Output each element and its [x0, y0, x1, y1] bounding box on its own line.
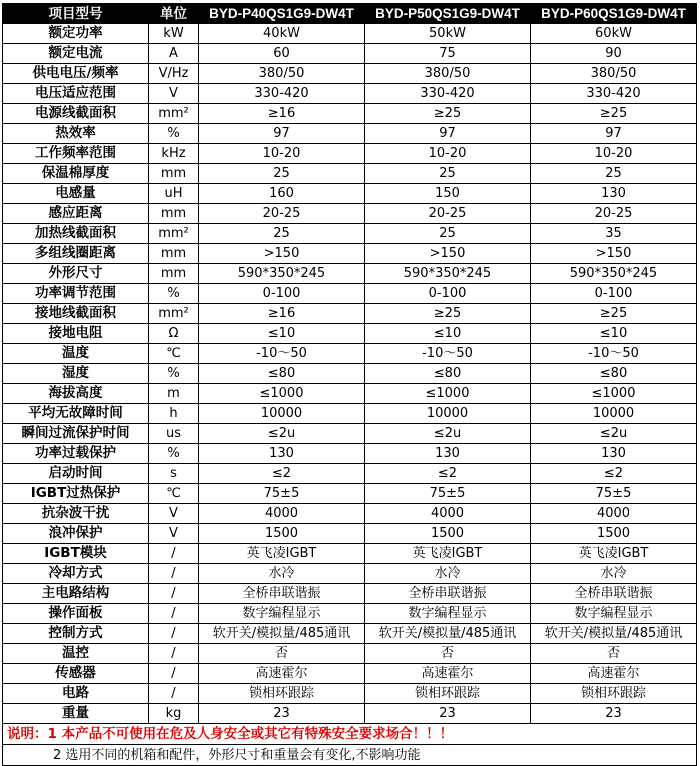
value-cell-p40: ≤1000	[199, 384, 365, 404]
value-cell-p60: >150	[531, 244, 697, 264]
value-cell-p60: 水冷	[531, 564, 697, 584]
value-cell-p40: 380/50	[199, 64, 365, 84]
value-cell-p50: 150	[365, 184, 531, 204]
unit-cell: kW	[149, 24, 199, 44]
unit-cell: ℃	[149, 484, 199, 504]
table-header-row	[3, 4, 697, 24]
unit-cell: ℃	[149, 344, 199, 364]
value-cell-p60: ≤80	[531, 364, 697, 384]
spec-name-cell: 抗杂波干扰	[3, 504, 149, 524]
value-cell-p60: ≤10	[531, 324, 697, 344]
value-cell-p50: 330-420	[365, 84, 531, 104]
spec-name-cell: 电感量	[3, 184, 149, 204]
spec-name-cell: 额定电流	[3, 44, 149, 64]
unit-cell: kHz	[149, 144, 199, 164]
value-cell-p40: 0-100	[199, 284, 365, 304]
value-cell-p40: 4000	[199, 504, 365, 524]
unit-cell: /	[149, 544, 199, 564]
header-item: 项目型号	[3, 4, 149, 24]
table-row	[3, 624, 697, 644]
value-cell-p60: 75±5	[531, 484, 697, 504]
value-cell-p40: 全桥串联谐振	[199, 584, 365, 604]
value-cell-p40: ≤80	[199, 364, 365, 384]
spec-name-cell: 接地线截面积	[3, 304, 149, 324]
table-row	[3, 484, 697, 504]
table-row	[3, 284, 697, 304]
value-cell-p40: 590*350*245	[199, 264, 365, 284]
note-row-warning	[3, 724, 697, 745]
unit-cell: mm²	[149, 224, 199, 244]
value-cell-p40: >150	[199, 244, 365, 264]
value-cell-p50: 75	[365, 44, 531, 64]
value-cell-p50: ≤10	[365, 324, 531, 344]
spec-name-cell: 额定功率	[3, 24, 149, 44]
spec-table	[2, 3, 697, 766]
value-cell-p40: 25	[199, 164, 365, 184]
unit-cell: %	[149, 124, 199, 144]
spec-name-cell: 温控	[3, 644, 149, 664]
unit-cell: kg	[149, 704, 199, 724]
value-cell-p50: 590*350*245	[365, 264, 531, 284]
table-row	[3, 304, 697, 324]
value-cell-p50: 10-20	[365, 144, 531, 164]
unit-cell: /	[149, 624, 199, 644]
spec-name-cell: 温度	[3, 344, 149, 364]
unit-cell: uH	[149, 184, 199, 204]
table-row	[3, 404, 697, 424]
value-cell-p50: ≥25	[365, 104, 531, 124]
spec-name-cell: 加热线截面积	[3, 224, 149, 244]
value-cell-p40: 40kW	[199, 24, 365, 44]
table-row	[3, 504, 697, 524]
unit-cell: /	[149, 644, 199, 664]
spec-name-cell: 瞬间过流保护时间	[3, 424, 149, 444]
table-row	[3, 524, 697, 544]
value-cell-p50: ≤2	[365, 464, 531, 484]
unit-cell: Ω	[149, 324, 199, 344]
value-cell-p60: 全桥串联谐振	[531, 584, 697, 604]
spec-table-notes	[3, 724, 697, 766]
value-cell-p50: 锁相环跟踪	[365, 684, 531, 704]
value-cell-p60: 330-420	[531, 84, 697, 104]
value-cell-p50: 20-25	[365, 204, 531, 224]
spec-name-cell: 电源线截面积	[3, 104, 149, 124]
table-row	[3, 164, 697, 184]
table-row	[3, 564, 697, 584]
table-row	[3, 224, 697, 244]
value-cell-p50: 23	[365, 704, 531, 724]
unit-cell: V	[149, 84, 199, 104]
value-cell-p60: 锁相环跟踪	[531, 684, 697, 704]
value-cell-p40: 60	[199, 44, 365, 64]
value-cell-p50: 高速霍尔	[365, 664, 531, 684]
config-note: 2 选用不同的机箱和配件，外形尺寸和重量会有变化,不影响功能	[53, 747, 421, 763]
unit-cell: %	[149, 364, 199, 384]
table-row	[3, 444, 697, 464]
value-cell-p60: 60kW	[531, 24, 697, 44]
spec-name-cell: 浪冲保护	[3, 524, 149, 544]
value-cell-p40: 75±5	[199, 484, 365, 504]
spec-name-cell: 功率过载保护	[3, 444, 149, 464]
spec-name-cell: 保温棉厚度	[3, 164, 149, 184]
value-cell-p40: ≤10	[199, 324, 365, 344]
table-row	[3, 124, 697, 144]
value-cell-p50: 25	[365, 224, 531, 244]
table-row	[3, 324, 697, 344]
unit-cell: mm	[149, 204, 199, 224]
value-cell-p50: 10000	[365, 404, 531, 424]
value-cell-p50: 水冷	[365, 564, 531, 584]
value-cell-p60: 130	[531, 444, 697, 464]
value-cell-p40: 软开关/模拟量/485通讯	[199, 624, 365, 644]
spec-name-cell: 热效率	[3, 124, 149, 144]
table-row	[3, 464, 697, 484]
value-cell-p40: 10000	[199, 404, 365, 424]
value-cell-p40: 23	[199, 704, 365, 724]
value-cell-p60: 0-100	[531, 284, 697, 304]
value-cell-p60: 380/50	[531, 64, 697, 84]
value-cell-p60: ≤2u	[531, 424, 697, 444]
value-cell-p60: ≤2	[531, 464, 697, 484]
value-cell-p50: 软开关/模拟量/485通讯	[365, 624, 531, 644]
unit-cell: mm²	[149, 104, 199, 124]
table-row	[3, 244, 697, 264]
spec-name-cell: 传感器	[3, 664, 149, 684]
unit-cell: h	[149, 404, 199, 424]
value-cell-p40: 160	[199, 184, 365, 204]
unit-cell: /	[149, 564, 199, 584]
value-cell-p50: 130	[365, 444, 531, 464]
unit-cell: m	[149, 384, 199, 404]
warning-note: 说明：1 本产品不可使用在危及人身安全或其它有特殊安全要求场合！！！	[7, 725, 454, 742]
value-cell-p40: ≤2	[199, 464, 365, 484]
spec-name-cell: 操作面板	[3, 604, 149, 624]
value-cell-p50: 4000	[365, 504, 531, 524]
table-row	[3, 64, 697, 84]
unit-cell: mm	[149, 244, 199, 264]
value-cell-p60: 1500	[531, 524, 697, 544]
value-cell-p50: 380/50	[365, 64, 531, 84]
spec-name-cell: 供电电压/频率	[3, 64, 149, 84]
value-cell-p60: 130	[531, 184, 697, 204]
table-row	[3, 204, 697, 224]
value-cell-p50: ≤1000	[365, 384, 531, 404]
table-row	[3, 584, 697, 604]
value-cell-p40: 1500	[199, 524, 365, 544]
value-cell-p60: 590*350*245	[531, 264, 697, 284]
table-row	[3, 84, 697, 104]
spec-name-cell: 电压适应范围	[3, 84, 149, 104]
unit-cell: /	[149, 684, 199, 704]
value-cell-p50: 50kW	[365, 24, 531, 44]
spec-name-cell: IGBT模块	[3, 544, 149, 564]
table-row	[3, 104, 697, 124]
value-cell-p60: ≤1000	[531, 384, 697, 404]
unit-cell: V	[149, 524, 199, 544]
value-cell-p40: 否	[199, 644, 365, 664]
value-cell-p50: ≤2u	[365, 424, 531, 444]
value-cell-p60: 23	[531, 704, 697, 724]
value-cell-p60: ≥25	[531, 304, 697, 324]
table-row	[3, 264, 697, 284]
spec-name-cell: 感应距离	[3, 204, 149, 224]
value-cell-p50: 0-100	[365, 284, 531, 304]
value-cell-p50: -10～50	[365, 344, 531, 364]
header-model-p40: BYD-P40QS1G9-DW4T	[199, 4, 365, 24]
spec-name-cell: 冷却方式	[3, 564, 149, 584]
value-cell-p50: 75±5	[365, 484, 531, 504]
value-cell-p40: 水冷	[199, 564, 365, 584]
spec-name-cell: 启动时间	[3, 464, 149, 484]
value-cell-p60: 高速霍尔	[531, 664, 697, 684]
table-row	[3, 184, 697, 204]
value-cell-p60: 97	[531, 124, 697, 144]
table-row	[3, 384, 697, 404]
spec-name-cell: 接地电阻	[3, 324, 149, 344]
value-cell-p50: >150	[365, 244, 531, 264]
spec-name-cell: 多组线圈距离	[3, 244, 149, 264]
table-row	[3, 364, 697, 384]
value-cell-p60: 英飞凌IGBT	[531, 544, 697, 564]
unit-cell: /	[149, 664, 199, 684]
value-cell-p60: 软开关/模拟量/485通讯	[531, 624, 697, 644]
unit-cell: s	[149, 464, 199, 484]
unit-cell: %	[149, 444, 199, 464]
header-model-p50: BYD-P50QS1G9-DW4T	[365, 4, 531, 24]
header-unit: 单位	[149, 4, 199, 24]
value-cell-p40: 20-25	[199, 204, 365, 224]
spec-name-cell: 平均无故障时间	[3, 404, 149, 424]
value-cell-p40: 英飞凌IGBT	[199, 544, 365, 564]
value-cell-p60: 90	[531, 44, 697, 64]
value-cell-p60: 35	[531, 224, 697, 244]
unit-cell: mm²	[149, 304, 199, 324]
table-row	[3, 44, 697, 64]
spec-name-cell: 重量	[3, 704, 149, 724]
spec-name-cell: 工作频率范围	[3, 144, 149, 164]
value-cell-p40: 高速霍尔	[199, 664, 365, 684]
value-cell-p50: 1500	[365, 524, 531, 544]
value-cell-p40: 25	[199, 224, 365, 244]
table-row	[3, 684, 697, 704]
value-cell-p60: 10000	[531, 404, 697, 424]
value-cell-p40: ≥16	[199, 104, 365, 124]
value-cell-p50: 英飞凌IGBT	[365, 544, 531, 564]
value-cell-p50: ≤80	[365, 364, 531, 384]
value-cell-p60: 10-20	[531, 144, 697, 164]
value-cell-p50: ≥25	[365, 304, 531, 324]
value-cell-p40: -10～50	[199, 344, 365, 364]
table-row	[3, 344, 697, 364]
table-row	[3, 144, 697, 164]
value-cell-p50: 数字编程显示	[365, 604, 531, 624]
table-row	[3, 544, 697, 564]
value-cell-p40: ≥16	[199, 304, 365, 324]
value-cell-p60: 数字编程显示	[531, 604, 697, 624]
spec-name-cell: 外形尺寸	[3, 264, 149, 284]
unit-cell: mm	[149, 164, 199, 184]
table-row	[3, 644, 697, 664]
spec-table-body	[3, 4, 697, 724]
spec-name-cell: 海拔高度	[3, 384, 149, 404]
unit-cell: A	[149, 44, 199, 64]
value-cell-p60: 4000	[531, 504, 697, 524]
spec-name-cell: 主电路结构	[3, 584, 149, 604]
unit-cell: /	[149, 604, 199, 624]
table-row	[3, 704, 697, 724]
value-cell-p60: 25	[531, 164, 697, 184]
unit-cell: mm	[149, 264, 199, 284]
value-cell-p50: 全桥串联谐振	[365, 584, 531, 604]
table-row	[3, 664, 697, 684]
spec-name-cell: IGBT过热保护	[3, 484, 149, 504]
unit-cell: /	[149, 584, 199, 604]
value-cell-p40: ≤2u	[199, 424, 365, 444]
table-row	[3, 24, 697, 44]
value-cell-p40: 97	[199, 124, 365, 144]
value-cell-p50: 25	[365, 164, 531, 184]
value-cell-p60: -10～50	[531, 344, 697, 364]
value-cell-p50: 97	[365, 124, 531, 144]
spec-name-cell: 湿度	[3, 364, 149, 384]
table-row	[3, 604, 697, 624]
value-cell-p40: 330-420	[199, 84, 365, 104]
spec-name-cell: 电路	[3, 684, 149, 704]
unit-cell: %	[149, 284, 199, 304]
spec-name-cell: 功率调节范围	[3, 284, 149, 304]
table-row	[3, 424, 697, 444]
unit-cell: us	[149, 424, 199, 444]
value-cell-p40: 130	[199, 444, 365, 464]
unit-cell: V	[149, 504, 199, 524]
note-row-2	[3, 745, 697, 766]
header-model-p60: BYD-P60QS1G9-DW4T	[531, 4, 697, 24]
value-cell-p50: 否	[365, 644, 531, 664]
spec-name-cell: 控制方式	[3, 624, 149, 644]
value-cell-p40: 10-20	[199, 144, 365, 164]
value-cell-p60: 20-25	[531, 204, 697, 224]
value-cell-p40: 数字编程显示	[199, 604, 365, 624]
unit-cell: V/Hz	[149, 64, 199, 84]
value-cell-p60: 否	[531, 644, 697, 664]
value-cell-p40: 锁相环跟踪	[199, 684, 365, 704]
value-cell-p60: ≥25	[531, 104, 697, 124]
